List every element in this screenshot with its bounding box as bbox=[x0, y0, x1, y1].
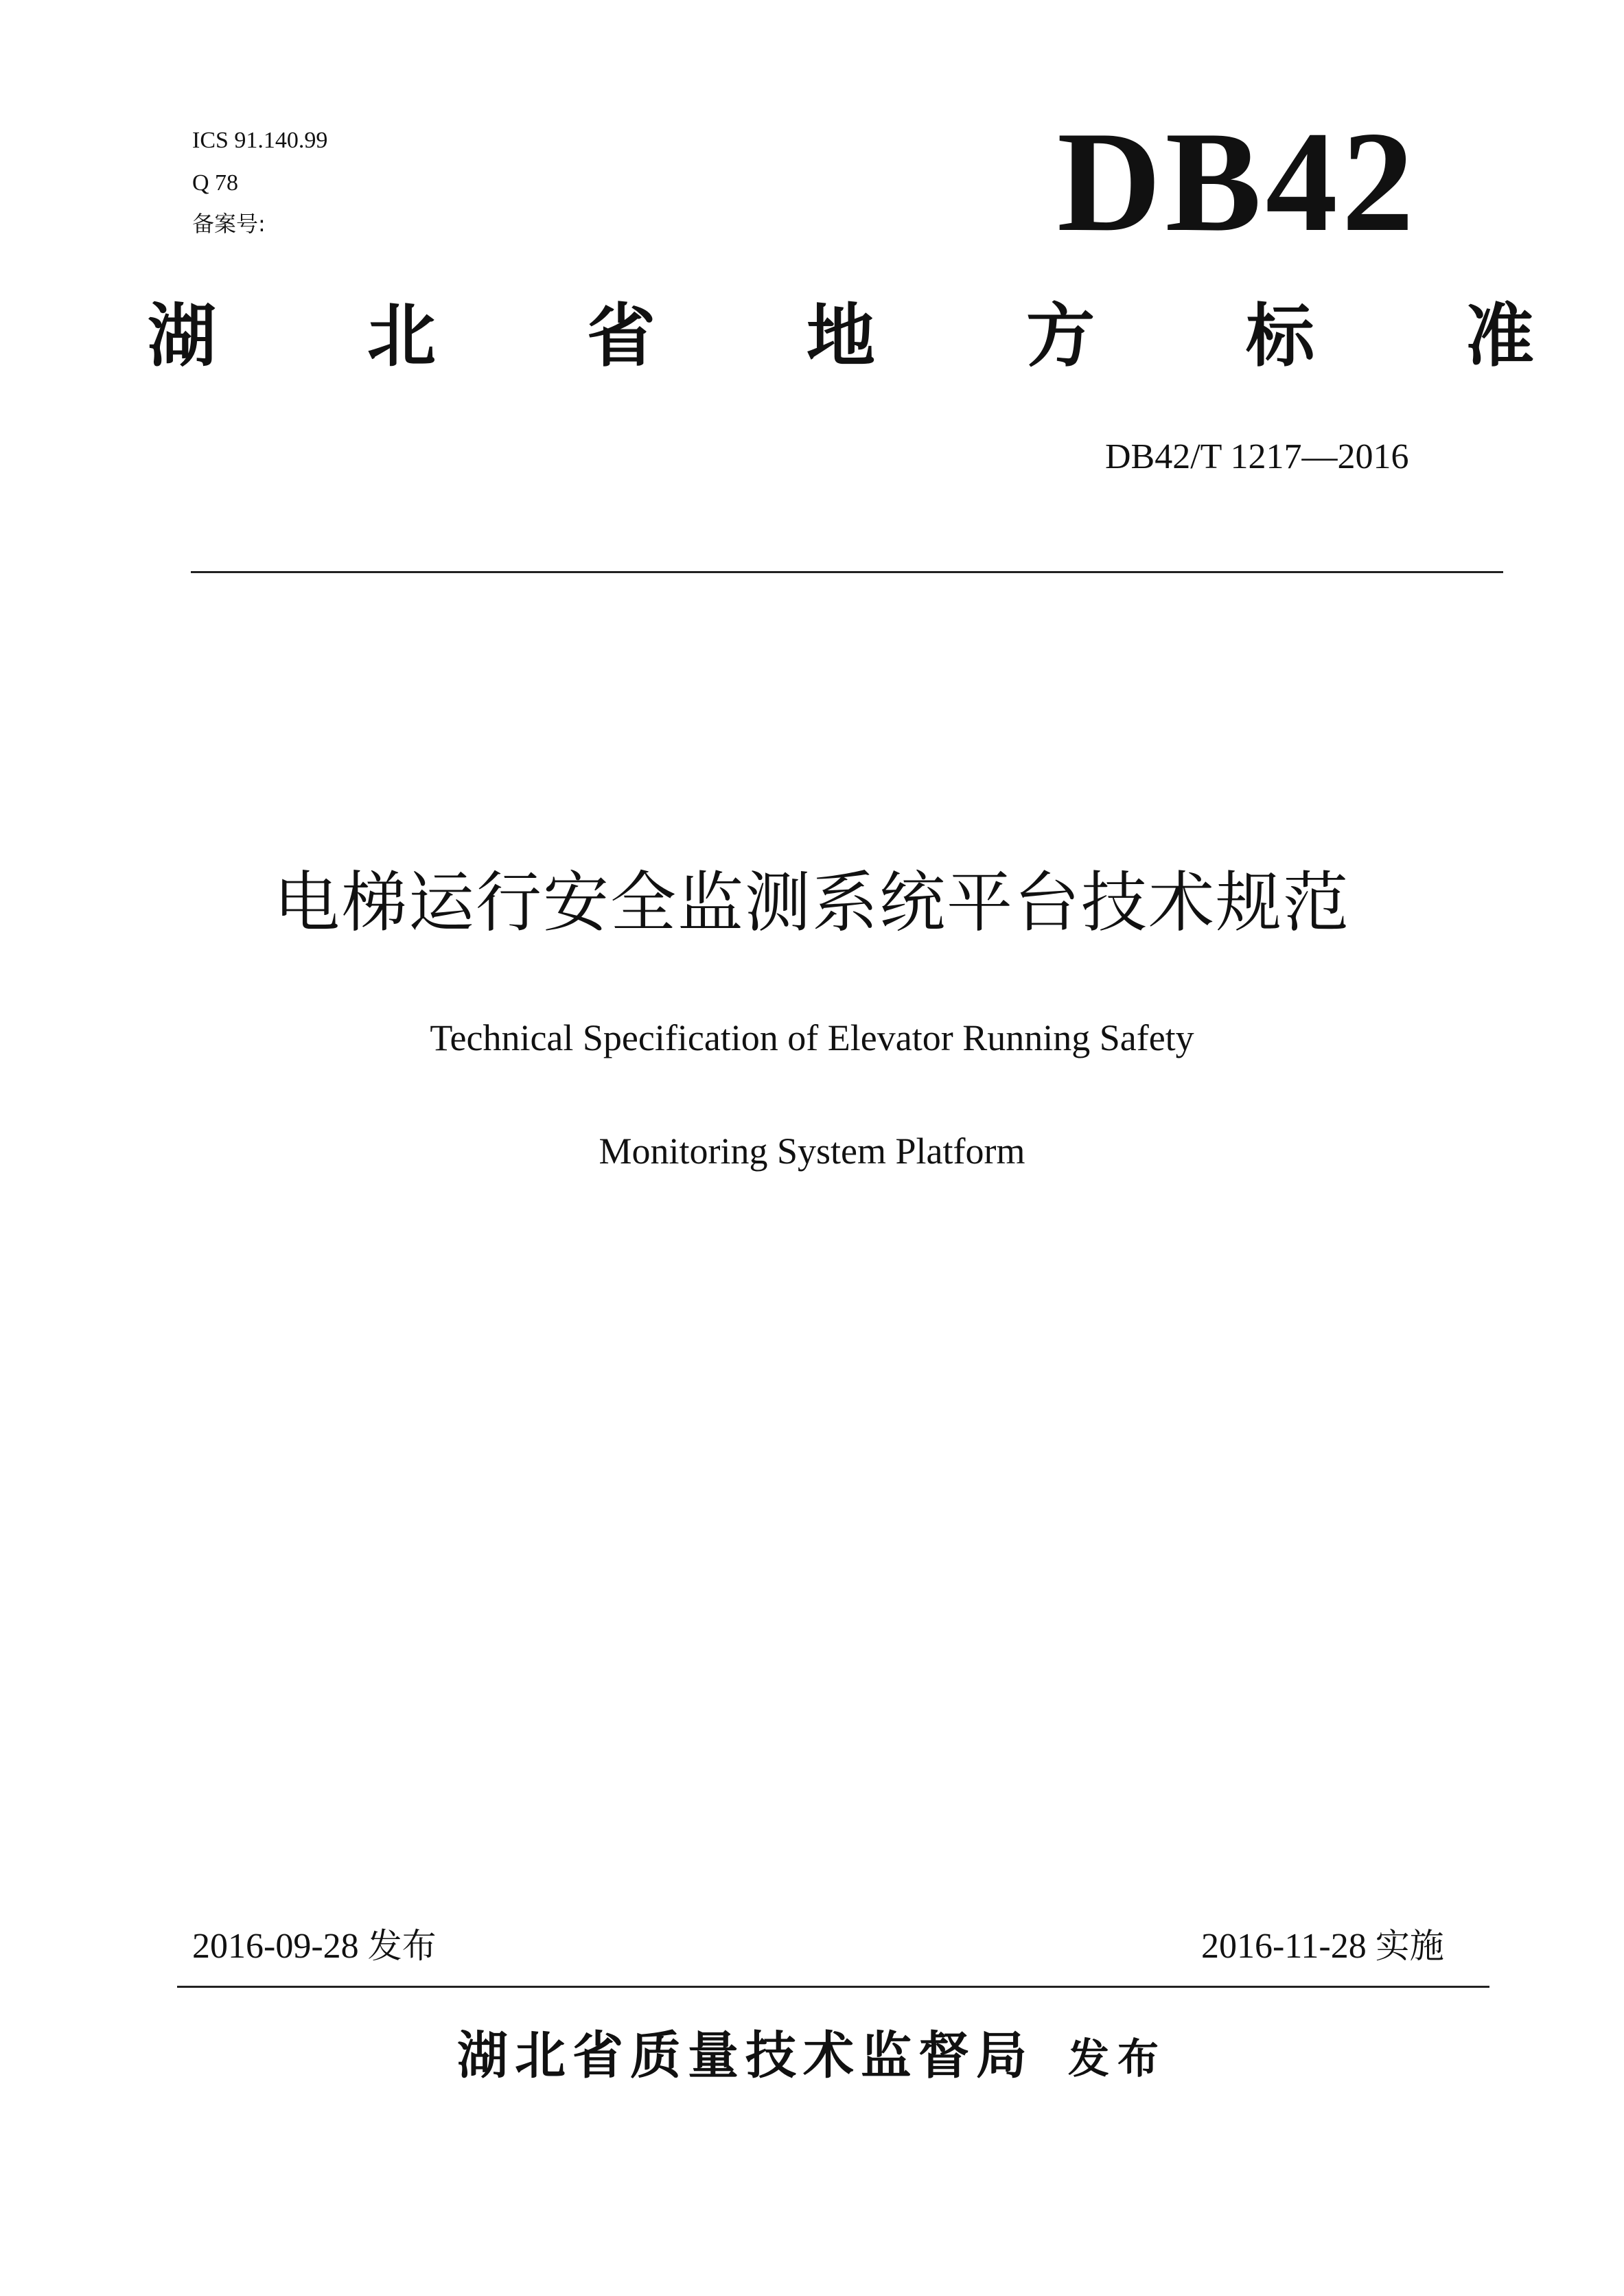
ics-code: ICS 91.140.99 bbox=[192, 128, 328, 153]
document-title-chinese: 电梯运行安全监测系统平台技术规范 bbox=[274, 864, 1350, 941]
standard-number: DB42/T 1217—2016 bbox=[1105, 437, 1409, 476]
publish-date: 2016-09-28 bbox=[192, 1927, 359, 1966]
document-title-english-line-1: Technical Specification of Elevator Running Safety bbox=[430, 1017, 1194, 1058]
issuer-name: 湖北省质量技术监督局 bbox=[457, 2026, 1034, 2085]
bottom-divider bbox=[177, 1986, 1489, 1988]
filing-number-label: 备案号: bbox=[192, 211, 266, 237]
implementation-label: 实施 bbox=[1375, 1926, 1444, 1966]
implementation-date: 2016-11-28 bbox=[1201, 1927, 1367, 1966]
publish-date-block bbox=[192, 1926, 437, 1966]
category-char: 省 bbox=[587, 296, 656, 376]
classification-code: Q 78 bbox=[192, 170, 239, 196]
top-divider bbox=[191, 571, 1503, 573]
issuer-block bbox=[0, 2018, 1624, 2107]
standard-code-mark: DB42 bbox=[1057, 102, 1418, 262]
category-char: 准 bbox=[1465, 296, 1534, 376]
category-char: 地 bbox=[807, 296, 875, 376]
standard-category-heading bbox=[148, 288, 1534, 384]
category-char: 方 bbox=[1026, 296, 1095, 376]
publish-label: 发布 bbox=[367, 1926, 437, 1966]
issuer-suffix: 发布 bbox=[1068, 2035, 1167, 2083]
category-char: 标 bbox=[1246, 296, 1314, 376]
document-title-english-line-2: Monitoring System Platform bbox=[599, 1130, 1025, 1172]
category-char: 湖 bbox=[148, 296, 216, 376]
implementation-date-block bbox=[1201, 1926, 1444, 1966]
category-char: 北 bbox=[367, 296, 436, 376]
